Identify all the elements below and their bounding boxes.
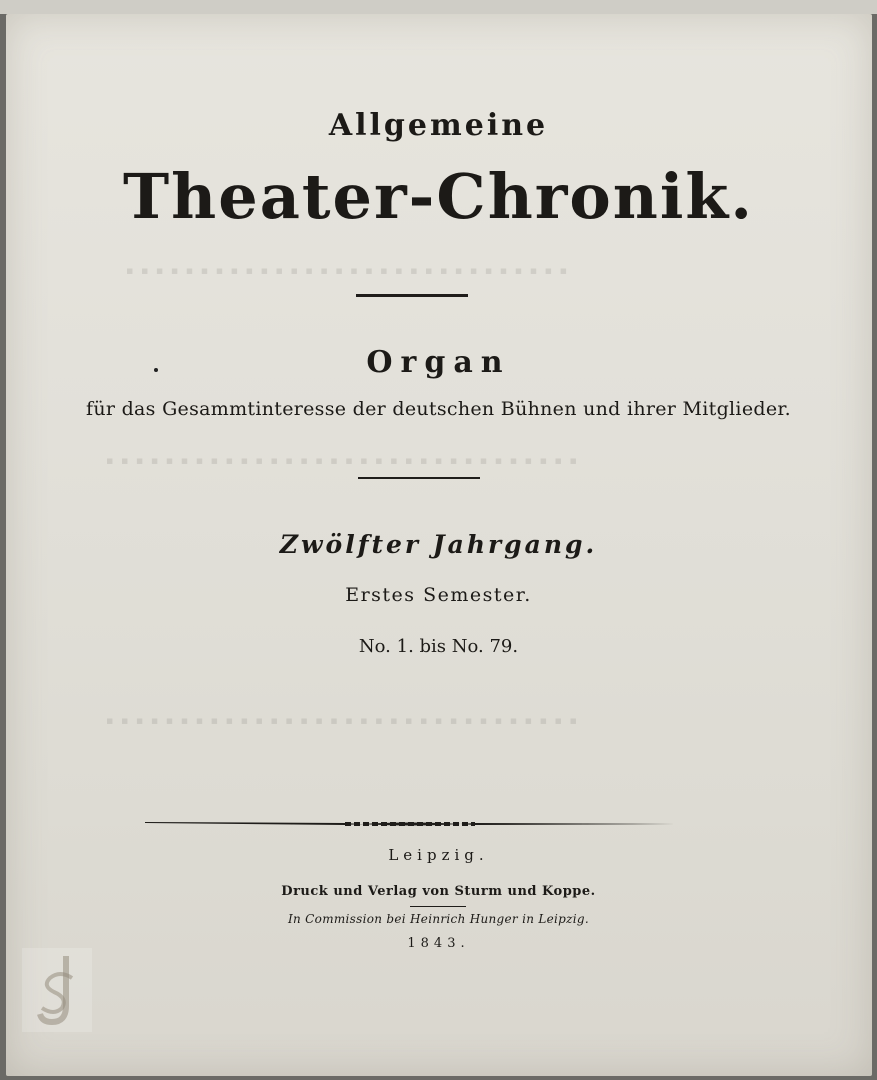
bleed-through-texture-3: ▪ ▪ ▪ ▪ ▪ ▪ ▪ ▪ ▪ ▪ ▪ ▪ ▪ ▪ ▪ ▪ ▪ ▪ ▪ ▪ ▪ ▪ ▪ ▪ ▪ ▪ ▪ ▪ ▪ ▪ ▪ ▪ [106, 714, 579, 727]
organ-heading: Organ [366, 345, 511, 380]
imprint-year: 1843. [407, 936, 470, 951]
bleed-through-texture-2: ▪ ▪ ▪ ▪ ▪ ▪ ▪ ▪ ▪ ▪ ▪ ▪ ▪ ▪ ▪ ▪ ▪ ▪ ▪ ▪ ▪ ▪ ▪ ▪ ▪ ▪ ▪ ▪ ▪ ▪ ▪ ▪ [106, 454, 579, 467]
volume-label: Zwölfter Jahrgang. [279, 530, 598, 559]
imprint-city: Leipzig. [388, 846, 489, 864]
js-monogram-logo-icon [22, 948, 92, 1032]
semester-label: Erstes Semester. [345, 584, 532, 606]
title-line-2: Theater-Chronik. [123, 160, 754, 233]
issue-range: No. 1. bis No. 79. [358, 636, 519, 657]
ornamental-rule [145, 814, 675, 832]
section-rule [358, 477, 480, 479]
scan-top-edge [0, 0, 877, 14]
title-line-1: Allgemeine [328, 108, 549, 143]
imprint-publisher: Druck und Verlag von Sturm und Koppe. [281, 884, 596, 899]
title-rule [356, 294, 468, 297]
imprint-commission: In Commission bei Heinrich Hunger in Leipzig. [288, 912, 589, 926]
bleed-through-texture: ▪ ▪ ▪ ▪ ▪ ▪ ▪ ▪ ▪ ▪ ▪ ▪ ▪ ▪ ▪ ▪ ▪ ▪ ▪ ▪ ▪ ▪ ▪ ▪ ▪ ▪ ▪ ▪ ▪ ▪ [126, 264, 570, 277]
organ-subtitle: für das Gesammtinteresse der deutschen Bühnen und ihrer Mitglieder. [86, 398, 791, 420]
imprint-rule [410, 906, 466, 907]
